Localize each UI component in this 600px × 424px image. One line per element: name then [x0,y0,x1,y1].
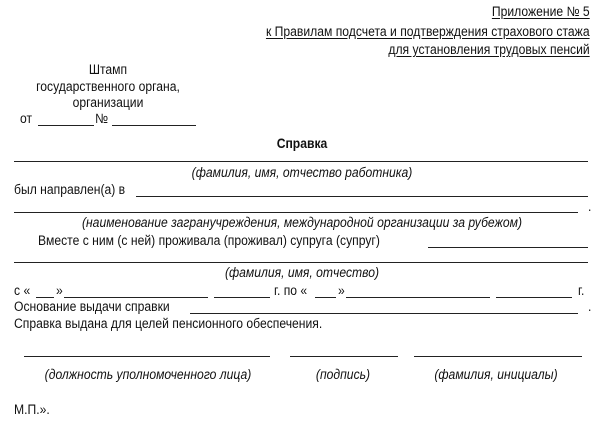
institution-period: . [588,199,592,214]
institution-line [14,212,578,213]
date-from-prefix: с « [14,283,31,298]
date-to-prefix: г. по « [274,283,308,298]
spouse-line [428,247,588,248]
date-from-suffix: » [56,283,63,298]
stamp-number-label: № [95,111,109,126]
appendix-number: Приложение № 5 [492,4,590,19]
stamp-number-line [112,125,196,126]
seal-place: М.П.». [14,402,50,417]
sent-to-label: был направлен(а) в [14,182,126,197]
basis-line [190,313,578,314]
signature-line [290,356,398,357]
sent-to-line [136,196,588,197]
date-to-year-line [496,297,572,298]
stamp-date-line [38,125,94,126]
rules-reference-line1: к Правилам подсчета и подтверждения страхового стажа [266,24,590,39]
rules-reference-line2: для установления трудовых пенсий [388,42,590,57]
date-to-day-line [315,297,336,298]
date-from-day-line [36,297,54,298]
issued-purpose: Справка выдана для целей пенсионного обеспечения. [14,316,323,331]
name-initials-line [414,356,582,357]
basis-label: Основание выдачи справки [14,299,170,314]
date-to-suffix: » [338,283,345,298]
basis-period: . [588,299,592,314]
date-to-year-suffix: г. [578,283,585,298]
worker-name-line [14,161,588,162]
date-to-month-line [346,297,490,298]
date-from-year-line [214,297,270,298]
date-from-month-line [64,297,208,298]
stamp-date-from-label: от [20,111,33,126]
spouse-name-line [14,262,588,263]
position-line [24,356,270,357]
spouse-label: Вместе с ним (с ней) проживала (проживал) супруга (супруг) [38,233,380,248]
